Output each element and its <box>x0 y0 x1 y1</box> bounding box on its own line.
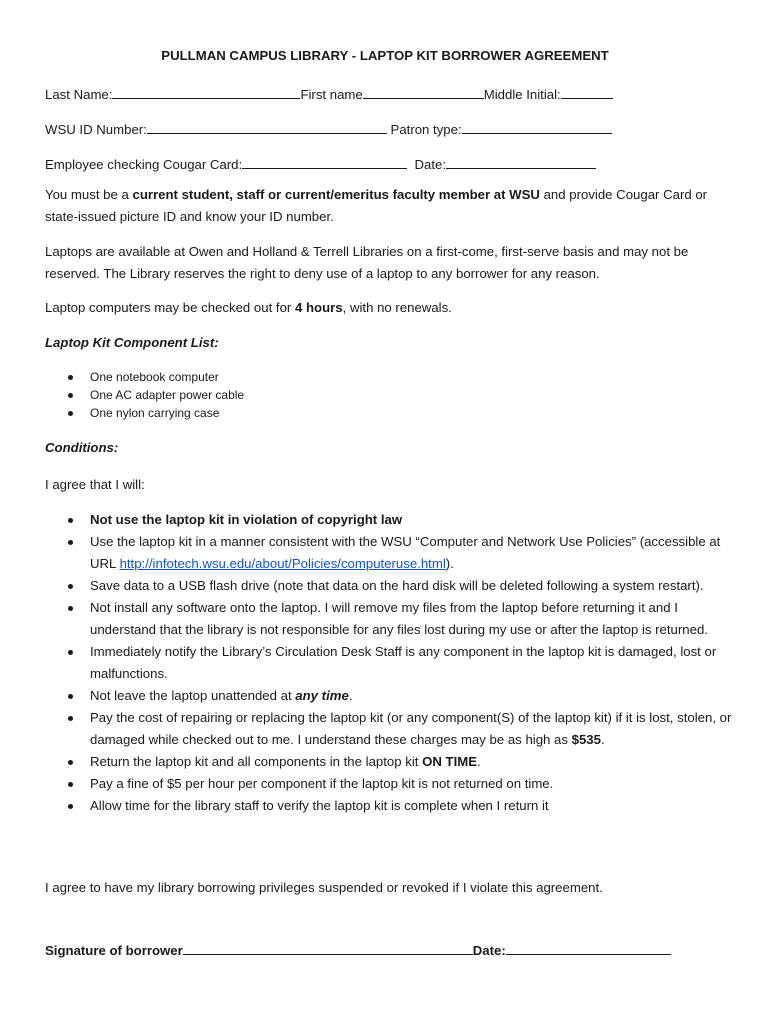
condition-item <box>66 531 746 575</box>
wsu-id-label: WSU ID Number: <box>45 122 147 137</box>
date-field[interactable] <box>446 155 596 169</box>
last-name-field[interactable] <box>112 85 300 99</box>
list-item: One notebook computer <box>66 368 244 386</box>
first-name-field[interactable] <box>363 85 484 99</box>
condition-item: Pay a fine of $5 per hour per component if the laptop kit is not returned on time. <box>66 773 746 795</box>
condition-item: Allow time for the library staff to verify the laptop kit is complete when I return it <box>66 795 746 817</box>
condition-item: Immediately notify the Library’s Circulation Desk Staff is any component in the laptop kit is damaged, lost or malfunctions. <box>66 641 746 685</box>
signature-field[interactable] <box>183 941 473 955</box>
name-row <box>45 85 613 102</box>
conditions-heading: Conditions: <box>45 440 119 455</box>
checkout-text: Laptop computers may be checked out for <box>45 300 295 315</box>
employee-label: Employee checking Cougar Card: <box>45 157 243 172</box>
suspension-paragraph: I agree to have my library borrowing privileges suspended or revoked if I violate this agreement. <box>45 880 603 895</box>
condition-text: Pay the cost of repairing or replacing the laptop kit (or any component(S) of the laptop kit) if it is lost, stolen, or damaged while checked out to me. I understand these charges may be as high as <box>90 710 732 747</box>
middle-initial-label: Middle Initial: <box>483 87 561 102</box>
kit-list <box>66 368 244 422</box>
condition-emphasis: any time <box>295 688 349 703</box>
agree-intro: I agree that I will: <box>45 477 145 492</box>
condition-item: Save data to a USB flash drive (note that data on the hard disk will be deleted following a system restart). <box>66 575 746 597</box>
middle-initial-field[interactable] <box>561 85 613 99</box>
first-name-label: First name <box>300 87 363 102</box>
condition-text: Return the laptop kit and all components in the laptop kit <box>90 754 423 769</box>
condition-text: Not leave the laptop unattended at <box>90 688 296 703</box>
signature-date-label: Date: <box>472 943 506 958</box>
condition-item <box>66 509 746 531</box>
condition-item <box>66 751 746 773</box>
signature-date-field[interactable] <box>506 941 671 955</box>
employee-row <box>45 155 596 172</box>
checkout-bold: 4 hours <box>294 300 343 315</box>
condition-item: Not install any software onto the laptop. I will remove my files from the laptop before returning it and I understand that the library is not responsible for any files lost during my use or after the laptop is returned. <box>66 597 746 641</box>
condition-item <box>66 707 746 751</box>
last-name-label: Last Name: <box>45 87 113 102</box>
condition-text-end: . <box>477 754 481 769</box>
condition-item <box>66 685 746 707</box>
condition-text: Not use the laptop kit in violation of copyright law <box>90 512 403 527</box>
kit-heading: Laptop Kit Component List: <box>45 335 219 350</box>
patron-type-label: Patron type: <box>390 122 462 137</box>
eligibility-text: You must be a <box>45 187 133 202</box>
signature-row <box>45 941 671 958</box>
condition-text: Use the laptop kit in a manner consistent with the WSU “Computer and Network Use Policies” (accessible at URL <box>90 534 721 571</box>
condition-text-end: . <box>600 732 605 747</box>
condition-text-end: . <box>348 688 353 703</box>
eligibility-bold: current student, staff or current/emeritus faculty member at WSU <box>132 187 540 202</box>
patron-type-field[interactable] <box>462 120 612 134</box>
eligibility-text-end: and provide Cougar Card or state-issued picture ID and know your ID number. <box>45 187 708 224</box>
checkout-paragraph <box>45 297 735 319</box>
signature-label: Signature of borrower <box>45 943 183 958</box>
condition-text-end: ). <box>445 556 454 571</box>
availability-paragraph: Laptops are available at Owen and Holland & Terrell Libraries on a first-come, first-serve basis and may not be reserved. The Library reserves the right to deny use of a laptop to any borrower for any reason. <box>45 244 689 281</box>
date-label: Date: <box>414 157 447 172</box>
page-title: PULLMAN CAMPUS LIBRARY - LAPTOP KIT BORROWER AGREEMENT <box>161 48 609 63</box>
id-row <box>45 120 612 137</box>
employee-field[interactable] <box>242 155 407 169</box>
list-item: One nylon carrying case <box>66 404 244 422</box>
conditions-list <box>66 509 746 817</box>
list-item: One AC adapter power cable <box>66 386 244 404</box>
kit-heading-text: Laptop Kit Component List <box>45 335 215 350</box>
condition-emphasis: $535 <box>571 732 601 747</box>
wsu-id-field[interactable] <box>147 120 387 134</box>
policy-link[interactable]: http://infotech.wsu.edu/about/Policies/computeruse.html <box>119 556 446 571</box>
eligibility-paragraph <box>45 184 735 228</box>
checkout-text-end: , with no renewals. <box>342 300 452 315</box>
conditions-heading-text: Conditions <box>45 440 114 455</box>
condition-emphasis: ON TIME <box>422 754 478 769</box>
